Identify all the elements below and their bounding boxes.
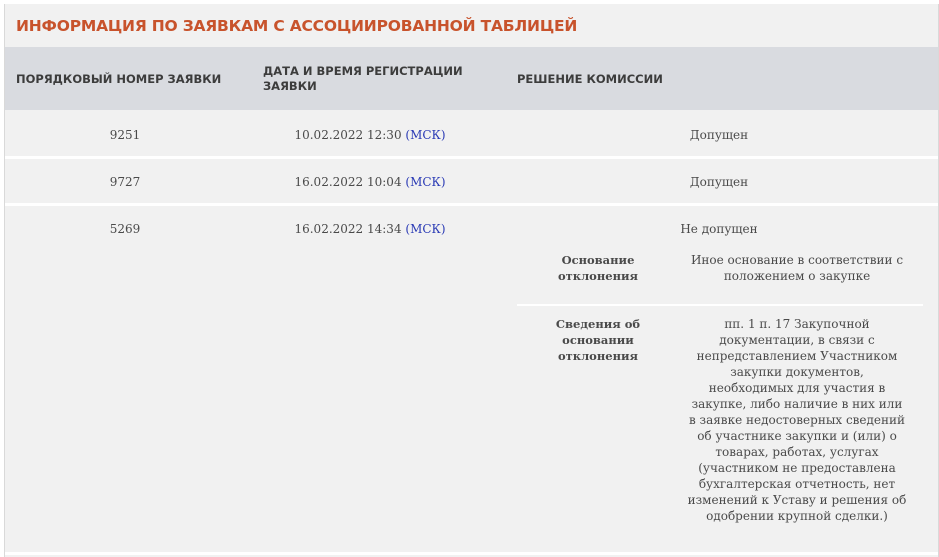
table-header: [5, 47, 938, 110]
registration-datetime: [255, 128, 485, 142]
application-number: 9727: [109, 175, 141, 189]
datetime-value: 16.02.2022 10:04: [294, 175, 402, 189]
commission-decision: Допущен: [689, 175, 749, 189]
panel-title: ИНФОРМАЦИЯ ПО ЗАЯВКАМ С АССОЦИИРОВАННОЙ ТАБЛИЦЕЙ: [16, 17, 578, 35]
registration-datetime: [255, 222, 485, 236]
rejection-reason-label: Основание отклонения: [557, 253, 639, 283]
details-divider: [517, 304, 923, 306]
commission-decision: Допущен: [689, 128, 749, 142]
column-header-datetime: ДАТА И ВРЕМЯ РЕГИСТРАЦИИ ЗАЯВКИ: [263, 64, 463, 93]
timezone-label: (МСК): [405, 128, 446, 142]
column-header-decision: РЕШЕНИЕ КОМИССИИ: [517, 72, 663, 86]
timezone-label: (МСК): [405, 175, 446, 189]
application-number: 9251: [109, 128, 141, 142]
datetime-value: 10.02.2022 12:30: [294, 128, 402, 142]
table-row: [5, 110, 938, 158]
application-number: 5269: [109, 222, 141, 236]
rejection-reason-value: Иное основание в соответствии с положением о закупке: [690, 253, 904, 283]
column-header-number: ПОРЯДКОВЫЙ НОМЕР ЗАЯВКИ: [16, 72, 222, 86]
applications-panel: [4, 4, 939, 557]
registration-datetime: [255, 175, 485, 189]
table-row: [5, 159, 938, 204]
rejection-info-label: Сведения об основании отклонения: [555, 317, 641, 363]
table-row: [5, 206, 938, 552]
commission-decision: Не допущен: [680, 222, 758, 236]
timezone-label: (МСК): [405, 222, 446, 236]
row-divider: [5, 552, 938, 555]
rejection-info-value: пп. 1 п. 17 Закупочной документации, в связи с непредставлением Участником закупки документов, необходимых для участия в закупке, либо наличие в них или в заявке недостоверных сведений об участнике закупки и (или) о товарах, работах, услугах (участником не предоставлена бухгалтерская отчетность, нет изменений к Уставу и решения об одобрении крупной сделки.): [687, 317, 907, 523]
datetime-value: 16.02.2022 14:34: [294, 222, 402, 236]
